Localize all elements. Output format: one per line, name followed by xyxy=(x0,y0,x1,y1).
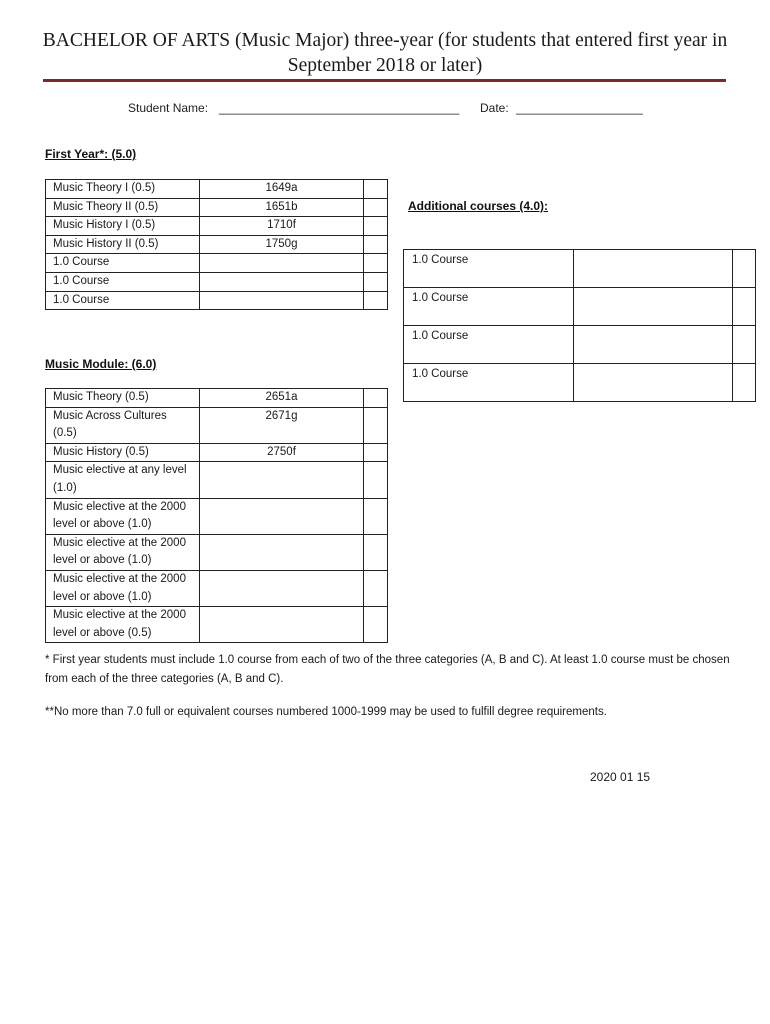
course-name: 1.0 Course xyxy=(46,272,200,291)
course-code-cell[interactable] xyxy=(574,250,733,288)
revision-date: 2020 01 15 xyxy=(590,770,651,784)
table-row xyxy=(46,498,388,534)
course-code-cell[interactable] xyxy=(574,364,733,402)
footnote-first-year: * First year students must include 1.0 course from each of two of the three categories (A, B and C). At least 1.0 course must be chosen from each of the three categories (A, B and C). xyxy=(45,654,730,685)
course-code-cell[interactable] xyxy=(574,326,733,364)
date-label: Date: xyxy=(480,101,509,115)
first-year-table xyxy=(45,179,388,310)
table-row xyxy=(46,217,388,236)
course-name: 1.0 Course xyxy=(404,364,574,402)
check-cell[interactable] xyxy=(364,607,388,643)
course-name: Music elective at the 2000 level or above (1.0) xyxy=(46,498,200,534)
date-field[interactable]: ___________________ xyxy=(516,101,643,115)
course-code[interactable] xyxy=(200,254,364,273)
course-code[interactable]: 1651b xyxy=(200,198,364,217)
course-code[interactable] xyxy=(200,291,364,310)
course-code[interactable]: 1750g xyxy=(200,235,364,254)
table-row xyxy=(404,364,756,402)
course-code[interactable] xyxy=(200,607,364,643)
course-code[interactable]: 2750f xyxy=(200,443,364,462)
course-name: 1.0 Course xyxy=(404,250,574,288)
table-row xyxy=(404,326,756,364)
table-row xyxy=(404,288,756,326)
check-cell[interactable] xyxy=(733,326,756,364)
student-name-label: Student Name: xyxy=(128,101,209,115)
course-name: Music Across Cultures (0.5) xyxy=(46,407,200,443)
check-cell[interactable] xyxy=(364,462,388,498)
course-name: Music elective at the 2000 level or above (0.5) xyxy=(46,607,200,643)
course-name: Music Theory I (0.5) xyxy=(46,180,200,199)
course-name: Music elective at any level (1.0) xyxy=(46,462,200,498)
check-cell[interactable] xyxy=(364,272,388,291)
course-code[interactable]: 2671g xyxy=(200,407,364,443)
check-cell[interactable] xyxy=(733,364,756,402)
course-code[interactable] xyxy=(200,462,364,498)
document-title: BACHELOR OF ARTS (Music Major) three-year (for students that entered first year in September 2018 or later) xyxy=(42,30,728,76)
table-row xyxy=(46,180,388,199)
check-cell[interactable] xyxy=(364,443,388,462)
course-code[interactable] xyxy=(200,570,364,606)
course-name: Music elective at the 2000 level or above (1.0) xyxy=(46,534,200,570)
check-cell[interactable] xyxy=(364,198,388,217)
course-code[interactable] xyxy=(200,534,364,570)
course-name: Music Theory II (0.5) xyxy=(46,198,200,217)
course-name: Music History (0.5) xyxy=(46,443,200,462)
table-row xyxy=(46,389,388,408)
table-row xyxy=(46,534,388,570)
course-code[interactable]: 1710f xyxy=(200,217,364,236)
table-row xyxy=(46,272,388,291)
check-cell[interactable] xyxy=(733,250,756,288)
course-code[interactable] xyxy=(200,498,364,534)
table-row xyxy=(46,407,388,443)
course-name: Music History II (0.5) xyxy=(46,235,200,254)
check-cell[interactable] xyxy=(364,389,388,408)
check-cell[interactable] xyxy=(364,180,388,199)
table-row xyxy=(46,443,388,462)
title-divider xyxy=(43,79,726,82)
check-cell[interactable] xyxy=(733,288,756,326)
first-year-heading: First Year*: (5.0) xyxy=(45,147,137,161)
check-cell[interactable] xyxy=(364,291,388,310)
check-cell[interactable] xyxy=(364,498,388,534)
table-row xyxy=(404,250,756,288)
table-row xyxy=(46,254,388,273)
additional-courses-table xyxy=(403,249,756,402)
course-code-cell[interactable] xyxy=(574,288,733,326)
course-name: Music History I (0.5) xyxy=(46,217,200,236)
music-module-heading: Music Module: (6.0) xyxy=(45,357,157,371)
course-name: 1.0 Course xyxy=(46,291,200,310)
check-cell[interactable] xyxy=(364,217,388,236)
course-code[interactable] xyxy=(200,272,364,291)
footnote-course-limit: **No more than 7.0 full or equivalent courses numbered 1000-1999 may be used to fulfill degree requirements. xyxy=(45,706,607,718)
course-name: 1.0 Course xyxy=(404,288,574,326)
additional-courses-heading: Additional courses (4.0): xyxy=(408,199,549,213)
table-row xyxy=(46,607,388,643)
course-name: 1.0 Course xyxy=(404,326,574,364)
check-cell[interactable] xyxy=(364,407,388,443)
table-row xyxy=(46,291,388,310)
check-cell[interactable] xyxy=(364,254,388,273)
table-row xyxy=(46,462,388,498)
course-name: 1.0 Course xyxy=(46,254,200,273)
music-module-table xyxy=(45,388,388,643)
table-row xyxy=(46,235,388,254)
course-name: Music elective at the 2000 level or above (1.0) xyxy=(46,570,200,606)
check-cell[interactable] xyxy=(364,235,388,254)
course-code[interactable]: 1649a xyxy=(200,180,364,199)
course-code[interactable]: 2651a xyxy=(200,389,364,408)
student-name-field[interactable]: ____________________________________ xyxy=(219,101,460,115)
check-cell[interactable] xyxy=(364,570,388,606)
table-row xyxy=(46,570,388,606)
course-name: Music Theory (0.5) xyxy=(46,389,200,408)
check-cell[interactable] xyxy=(364,534,388,570)
table-row xyxy=(46,198,388,217)
